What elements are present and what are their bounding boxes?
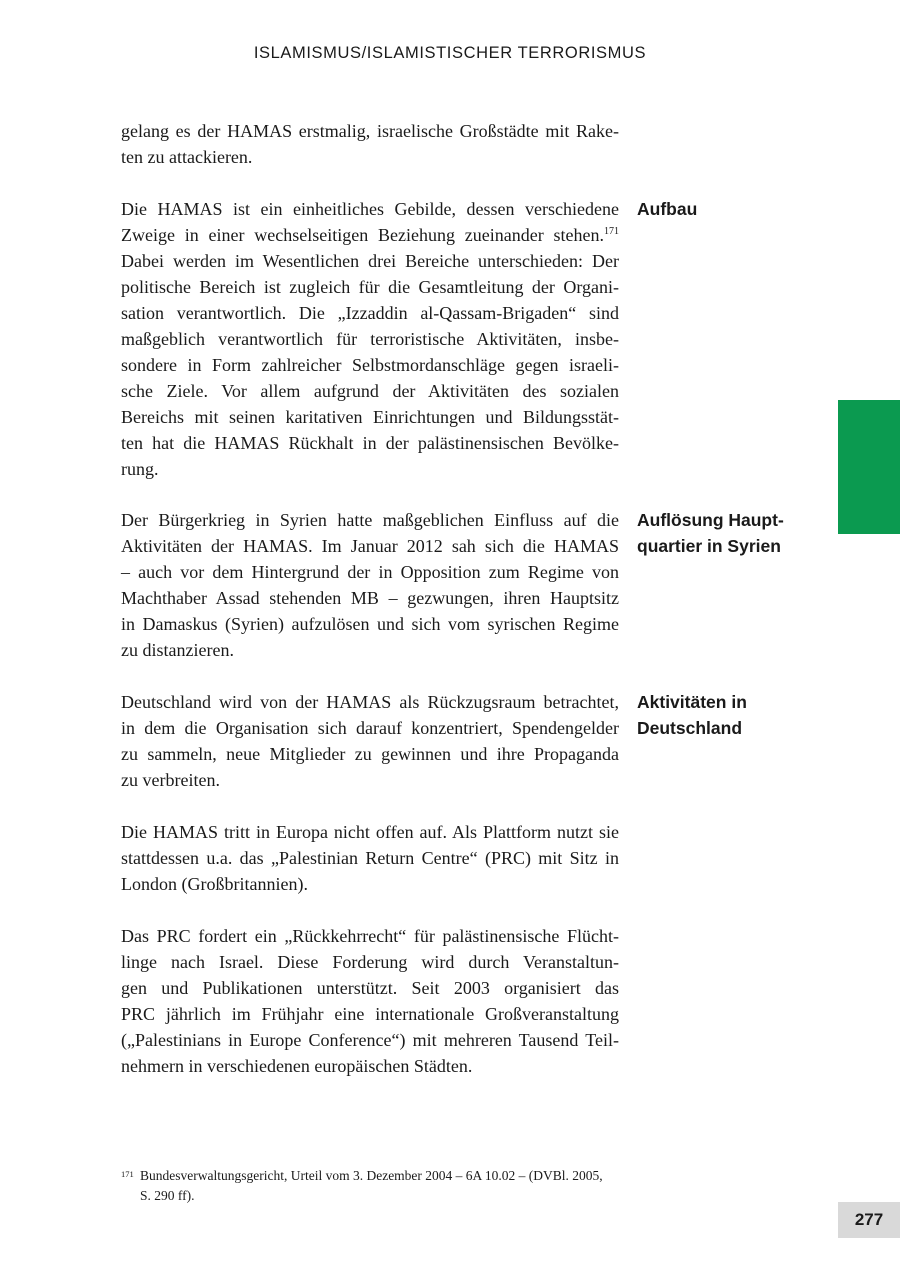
text-line: Das PRC fordert ein „Rückkehrrecht“ für palästinensische Flücht- — [121, 926, 619, 946]
text-line: Bereichs mit seinen karitativen Einrichtungen und Bildungsstät- — [121, 407, 619, 427]
page-number: 277 — [838, 1202, 900, 1238]
text-line: Die HAMAS ist ein einheitliches Gebilde, dessen verschiedene — [121, 199, 619, 219]
text-line: rung. — [121, 459, 159, 479]
text-line: stattdessen u.a. das „Palestinian Return Centre“ (PRC) mit Sitz in — [121, 848, 619, 868]
footnote-reference: 171 — [604, 226, 619, 237]
text-line: PRC jährlich im Frühjahr eine internationale Großveranstaltung — [121, 1004, 619, 1024]
text-line: London (Großbritannien). — [121, 874, 308, 894]
footnote-line: S. 290 ff). — [140, 1188, 195, 1203]
text-line: Machthaber Assad stehenden MB – gezwungen, ihren Hauptsitz — [121, 588, 619, 608]
text-line: in dem die Organisation sich darauf konzentriert, Spendengelder — [121, 718, 619, 738]
text-line: zu distanzieren. — [121, 640, 234, 660]
text-line: zu verbreiten. — [121, 770, 220, 790]
text-line — [121, 222, 619, 248]
text-line: ten zu attackieren. — [121, 147, 253, 167]
text-line: ten hat die HAMAS Rückhalt in der palästinensischen Bevölke- — [121, 433, 619, 453]
text-line: gelang es der HAMAS erstmalig, israelische Großstädte mit Rake- — [121, 121, 619, 141]
section-tab-marker — [838, 400, 900, 534]
footnote-number: 171 — [121, 1169, 134, 1179]
text-line: linge nach Israel. Diese Forderung wird durch Veranstaltun- — [121, 952, 619, 972]
text-line: Aktivitäten der HAMAS. Im Januar 2012 sah sich die HAMAS — [121, 536, 619, 556]
text-line: – auch vor dem Hintergrund der in Opposition zum Regime von — [121, 562, 619, 582]
text-line: Der Bürgerkrieg in Syrien hatte maßgeblichen Einfluss auf die — [121, 510, 619, 530]
body-paragraph — [121, 507, 619, 663]
text-line: zu sammeln, neue Mitglieder zu gewinnen und ihre Propaganda — [121, 744, 619, 764]
margin-heading-aufbau — [637, 196, 817, 222]
text-line: Die HAMAS tritt in Europa nicht offen auf. Als Plattform nutzt sie — [121, 822, 619, 842]
text-line: sation verantwortlich. Die „Izzaddin al-Qassam-Brigaden“ sind — [121, 303, 619, 323]
margin-heading-line: quartier in Syrien — [637, 536, 781, 556]
text-line-content: Zweige in einer wechselseitigen Beziehung zueinander stehen. — [121, 225, 604, 245]
margin-heading-aktivitaeten — [637, 689, 817, 741]
text-line: sondere in Form zahlreicher Selbstmordanschläge gegen israeli- — [121, 355, 619, 375]
running-header: ISLAMISMUS/ISLAMISTISCHER TERRORISMUS — [253, 44, 647, 62]
margin-heading-line: Deutschland — [637, 718, 743, 738]
footnote-text — [140, 1166, 621, 1206]
text-line: („Palestinians in Europe Conference“) mit mehreren Tausend Teil- — [121, 1030, 619, 1050]
text-line: gen und Publikationen unterstützt. Seit 2003 organisiert das — [121, 978, 619, 998]
margin-heading-aufloesung — [637, 507, 817, 559]
margin-heading-line: Aktivitäten in — [637, 692, 747, 712]
text-line: Deutschland wird von der HAMAS als Rückzugsraum betrachtet, — [121, 692, 619, 712]
footnote — [121, 1166, 621, 1206]
body-paragraph — [121, 819, 619, 897]
margin-heading-line: Aufbau — [637, 199, 698, 219]
text-line: in Damaskus (Syrien) aufzulösen und sich vom syrischen Regime — [121, 614, 619, 634]
body-paragraph — [121, 196, 619, 482]
footnote-line: Bundesverwaltungsgericht, Urteil vom 3. Dezember 2004 – 6A 10.02 – (DVBl. 2005, — [140, 1168, 603, 1183]
margin-heading-line: Auflösung Haupt- — [637, 510, 784, 530]
text-line: maßgeblich verantwortlich für terroristische Aktivitäten, insbe- — [121, 329, 619, 349]
body-paragraph — [121, 118, 619, 170]
body-paragraph — [121, 923, 619, 1079]
text-line: sche Ziele. Vor allem aufgrund der Aktivitäten des sozialen — [121, 381, 619, 401]
body-paragraph — [121, 689, 619, 793]
text-line: nehmern in verschiedenen europäischen Städten. — [121, 1056, 473, 1076]
text-line: Dabei werden im Wesentlichen drei Bereiche unterschieden: Der — [121, 251, 619, 271]
text-line: politische Bereich ist zugleich für die Gesamtleitung der Organi- — [121, 277, 619, 297]
